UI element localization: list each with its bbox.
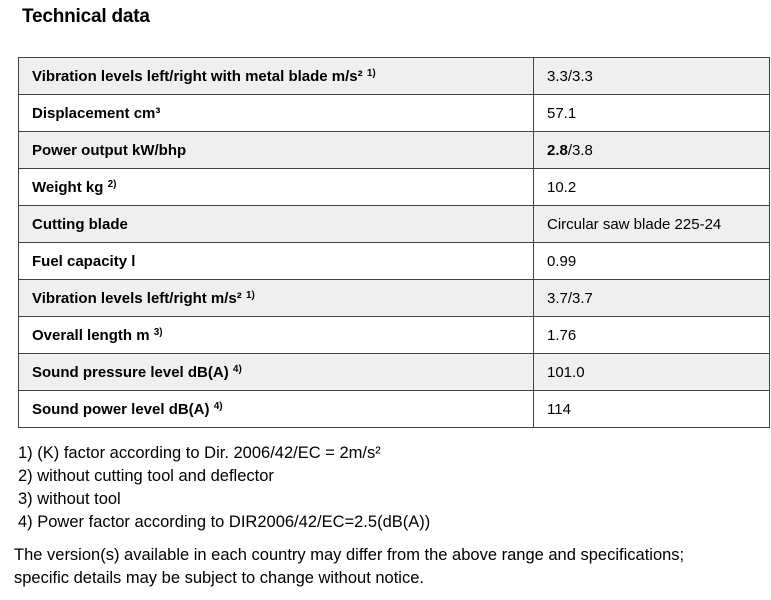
row-label: Sound power level dB(A) $^{4)}$: [19, 391, 534, 428]
row-value: 114: [534, 391, 770, 428]
footnote-ref: 2): [107, 178, 117, 190]
table-row: [19, 58, 770, 95]
row-label: Overall length m $^{3)}$: [19, 317, 534, 354]
row-value: 10.2: [534, 169, 770, 206]
row-value: 101.0: [534, 354, 770, 391]
footnotes: [18, 442, 430, 534]
row-value: 57.1: [534, 95, 770, 132]
table-row: [19, 95, 770, 132]
row-value: 0.99: [534, 243, 770, 280]
row-label: Cutting blade: [19, 206, 534, 243]
disclaimer-notice: The version(s) available in each country may differ from the above range and specifications; specific details may be subject to change without notice.: [14, 546, 685, 587]
footnote: 4) Power factor according to DIR2006/42/EC=2.5(dB(A)): [18, 513, 431, 531]
table-row: [19, 280, 770, 317]
page-title: Technical data: [22, 6, 150, 27]
row-label: Vibration levels left/right m/s² $^{1)}$: [19, 280, 534, 317]
row-value: 3.7/3.7: [534, 280, 770, 317]
row-value: 2.8/3.8: [534, 132, 770, 169]
table-row: [19, 391, 770, 428]
footnote: 2) without cutting tool and deflector: [18, 467, 274, 485]
footnote-ref: 4): [213, 400, 223, 412]
row-label: Fuel capacity l: [19, 243, 534, 280]
technical-data-table: [18, 57, 770, 428]
footnote-ref: 4): [232, 363, 242, 375]
footnote-ref: 1): [366, 67, 376, 79]
table-row: [19, 354, 770, 391]
row-value: 1.76: [534, 317, 770, 354]
row-value: 3.3/3.3: [534, 58, 770, 95]
row-value: Circular saw blade 225-24: [534, 206, 770, 243]
row-label: Vibration levels left/right with metal blade m/s² $^{1)}$: [19, 58, 534, 95]
row-label: Power output kW/bhp: [19, 132, 534, 169]
table-row: [19, 243, 770, 280]
footnote-ref: 1): [245, 289, 255, 301]
table-row: [19, 169, 770, 206]
table-row: [19, 317, 770, 354]
table-row: [19, 132, 770, 169]
footnote-ref: 3): [153, 326, 163, 338]
row-label: Weight kg $^{2)}$: [19, 169, 534, 206]
row-label: Sound pressure level dB(A) $^{4)}$: [19, 354, 534, 391]
footnote: 1) (K) factor according to Dir. 2006/42/EC = 2m/s²: [18, 444, 381, 462]
table-row: [19, 206, 770, 243]
footnote: 3) without tool: [18, 490, 121, 508]
row-label: Displacement cm³: [19, 95, 534, 132]
